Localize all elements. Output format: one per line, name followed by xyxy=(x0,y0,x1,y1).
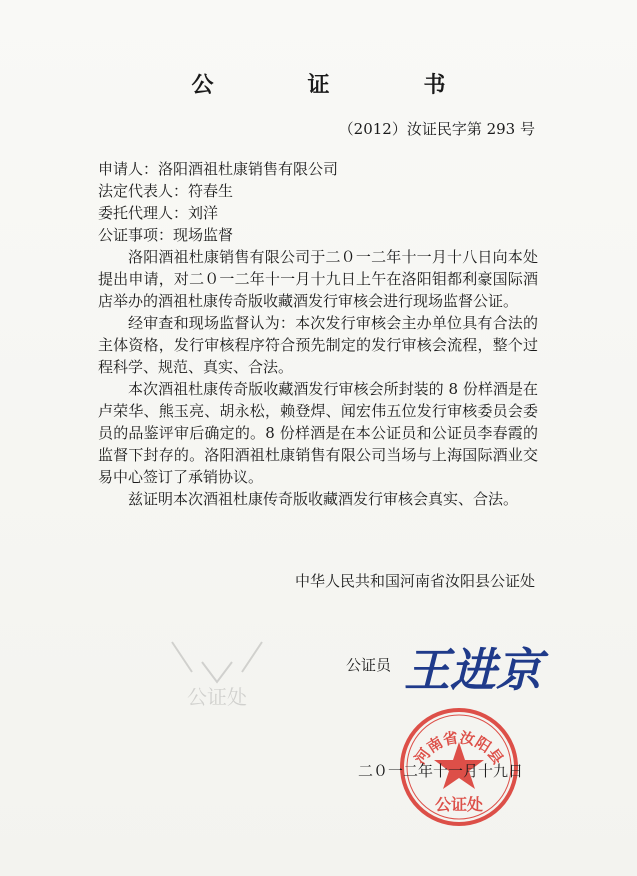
certificate-body xyxy=(98,158,538,510)
paragraph-application: 洛阳酒祖杜康销售有限公司于二０一二年十一月十八日向本处提出申请，对二０一二年十一月十九日上午在洛阳钼都利豪国际酒店举办的酒祖杜康传奇版收藏酒发行审核会进行现场监督公证。 xyxy=(98,248,538,310)
legal-rep-line: 法定代表人：符春生 xyxy=(98,182,234,200)
issue-date: 二０一二年十一月十九日 xyxy=(358,762,524,780)
applicant-line: 申请人：洛阳酒祖杜康销售有限公司 xyxy=(98,160,339,178)
issuing-office: 中华人民共和国河南省汝阳县公证处 xyxy=(294,572,535,590)
faint-seal-text: 公证处 xyxy=(187,685,247,709)
agent-line: 委托代理人：刘洋 xyxy=(98,204,219,222)
signature-text: 王进京 xyxy=(404,643,542,697)
document-title: 公 证 书 xyxy=(191,72,482,98)
faint-seal-imprint xyxy=(162,632,272,722)
paragraph-samples: 本次酒祖杜康传奇版收藏酒发行审核会所封装的 8 份样酒是在卢荣华、熊玉亮、胡永松，赖登焊、闻宏伟五位发行审核委员会委员的品鉴评审后确定的。8 份样酒是在本公证员和公证员李春霞的监督下封存的。洛阳酒祖杜康销售有限公司当场与上海国际酒业交易中心签订了承销协议。 xyxy=(98,380,538,486)
notary-signature xyxy=(400,624,550,704)
seal-bottom-text: 公证处 xyxy=(434,795,484,814)
paragraph-review: 经审查和现场监督认为：本次发行审核会主办单位具有合法的主体资格，发行审核程序符合预先制定的发行审核会流程，整个过程科学、规范、真实、合法。 xyxy=(98,314,538,376)
paragraph-certification: 兹证明本次酒祖杜康传奇版收藏酒发行审核会真实、合法。 xyxy=(128,490,519,508)
matter-line: 公证事项：现场监督 xyxy=(98,226,234,244)
notary-label: 公证员 xyxy=(346,656,392,674)
seal-top-text: 河南省汝阳县 xyxy=(410,728,508,768)
document-number: （2012）汝证民字第 293 号 xyxy=(338,120,535,138)
